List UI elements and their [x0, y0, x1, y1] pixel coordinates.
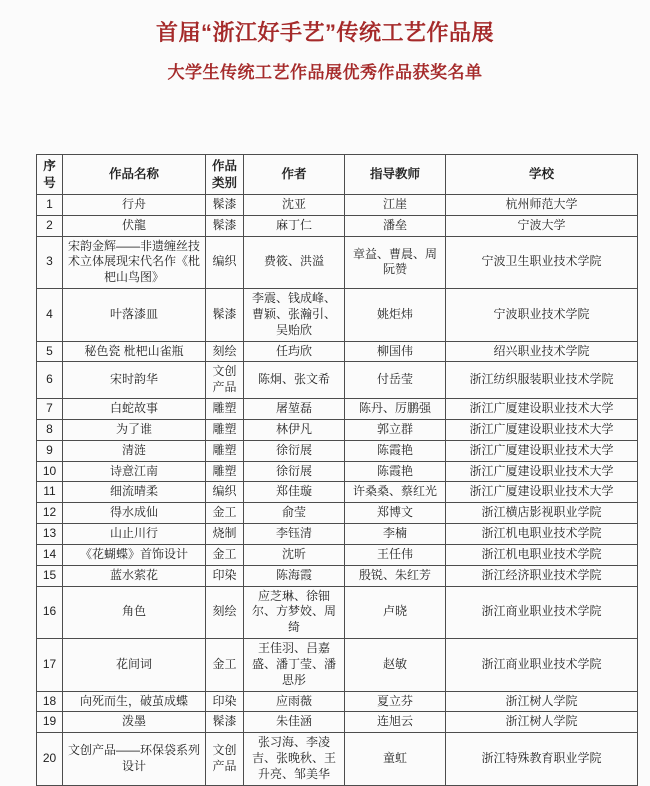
cell-author: 朱佳涵 [244, 712, 345, 733]
cell-work: 向死而生，破茧成蝶 [63, 691, 206, 712]
cell-author: 任玙欣 [244, 341, 345, 362]
cell-no: 5 [37, 341, 63, 362]
cell-teacher: 李楠 [345, 524, 446, 545]
cell-work: 细流晴柔 [63, 482, 206, 503]
cell-no: 19 [37, 712, 63, 733]
cell-no: 17 [37, 639, 63, 691]
cell-category: 文创产品 [206, 733, 244, 785]
table-row [37, 461, 638, 482]
cell-teacher: 王任伟 [345, 544, 446, 565]
cell-author: 林伊凡 [244, 419, 345, 440]
cell-author: 俞莹 [244, 503, 345, 524]
cell-school: 浙江机电职业技术学院 [446, 544, 638, 565]
cell-teacher: 柳国伟 [345, 341, 446, 362]
cell-author: 麻丁仁 [244, 215, 345, 236]
cell-no: 7 [37, 399, 63, 420]
cell-author: 王佳羽、吕嘉盛、潘丁莹、潘思彤 [244, 639, 345, 691]
cell-school: 浙江商业职业技术学院 [446, 639, 638, 691]
page-title: 首届“浙江好手艺”传统工艺作品展 [155, 20, 494, 45]
cell-author: 李钰清 [244, 524, 345, 545]
table-row [37, 399, 638, 420]
table-header-author: 作者 [244, 155, 345, 195]
cell-category: 金工 [206, 639, 244, 691]
table-header-teacher: 指导教师 [345, 155, 446, 195]
table-row [37, 544, 638, 565]
cell-school: 浙江横店影视职业学院 [446, 503, 638, 524]
cell-no: 10 [37, 461, 63, 482]
cell-work: 文创产品——环保袋系列设计 [63, 733, 206, 785]
cell-school: 浙江广厦建设职业技术大学 [446, 419, 638, 440]
award-winners-table [36, 154, 638, 786]
cell-author: 应雨薇 [244, 691, 345, 712]
cell-teacher: 陈丹、厉鹏强 [345, 399, 446, 420]
cell-category: 髹漆 [206, 195, 244, 216]
cell-school: 浙江广厦建设职业技术大学 [446, 482, 638, 503]
cell-work: 清涟 [63, 440, 206, 461]
table-row [37, 236, 638, 288]
cell-author: 应芝琳、徐钿尔、方梦姣、周绮 [244, 586, 345, 638]
cell-school: 浙江广厦建设职业技术大学 [446, 461, 638, 482]
cell-author: 陈炯、张文希 [244, 362, 345, 399]
table-row [37, 586, 638, 638]
cell-author: 费筱、洪溢 [244, 236, 345, 288]
cell-category: 印染 [206, 565, 244, 586]
cell-no: 13 [37, 524, 63, 545]
cell-school: 浙江广厦建设职业技术大学 [446, 399, 638, 420]
cell-category: 刻绘 [206, 586, 244, 638]
cell-category: 刻绘 [206, 341, 244, 362]
cell-teacher: 殷锐、朱红芳 [345, 565, 446, 586]
cell-work: 《花蝴蝶》首饰设计 [63, 544, 206, 565]
cell-work: 蓝水萦花 [63, 565, 206, 586]
cell-author: 沈昕 [244, 544, 345, 565]
cell-no: 12 [37, 503, 63, 524]
table-row [37, 639, 638, 691]
table-row [37, 503, 638, 524]
table-row [37, 215, 638, 236]
cell-teacher: 郑博文 [345, 503, 446, 524]
cell-school: 杭州师范大学 [446, 195, 638, 216]
table-row [37, 524, 638, 545]
table-row [37, 341, 638, 362]
table-row [37, 733, 638, 785]
cell-teacher: 姚炬炜 [345, 289, 446, 341]
cell-work: 角色 [63, 586, 206, 638]
table-header-category: 作品类别 [206, 155, 244, 195]
cell-teacher: 章益、曹晨、周阮赞 [345, 236, 446, 288]
cell-work: 伏龍 [63, 215, 206, 236]
cell-school: 宁波卫生职业技术学院 [446, 236, 638, 288]
cell-category: 雕塑 [206, 419, 244, 440]
cell-no: 14 [37, 544, 63, 565]
cell-category: 金工 [206, 544, 244, 565]
cell-teacher: 夏立芬 [345, 691, 446, 712]
cell-school: 浙江树人学院 [446, 712, 638, 733]
cell-school: 宁波大学 [446, 215, 638, 236]
cell-teacher: 江崖 [345, 195, 446, 216]
cell-no: 2 [37, 215, 63, 236]
table-row [37, 195, 638, 216]
cell-teacher: 陈霞艳 [345, 440, 446, 461]
table-row [37, 712, 638, 733]
cell-category: 雕塑 [206, 399, 244, 420]
cell-no: 6 [37, 362, 63, 399]
cell-teacher: 童虹 [345, 733, 446, 785]
cell-teacher: 潘垒 [345, 215, 446, 236]
page-subtitle: 大学生传统工艺作品展优秀作品获奖名单 [167, 63, 483, 82]
cell-work: 为了谁 [63, 419, 206, 440]
cell-author: 屠堃磊 [244, 399, 345, 420]
cell-teacher: 赵敏 [345, 639, 446, 691]
table-header-school: 学校 [446, 155, 638, 195]
cell-school: 浙江树人学院 [446, 691, 638, 712]
cell-school: 浙江广厦建设职业技术大学 [446, 440, 638, 461]
cell-work: 得水成仙 [63, 503, 206, 524]
table-row [37, 419, 638, 440]
table-row [37, 482, 638, 503]
table-row [37, 565, 638, 586]
cell-category: 雕塑 [206, 440, 244, 461]
cell-no: 11 [37, 482, 63, 503]
cell-author: 陈海霞 [244, 565, 345, 586]
cell-teacher: 付岳莹 [345, 362, 446, 399]
table-header-no: 序号 [37, 155, 63, 195]
cell-work: 白蛇故事 [63, 399, 206, 420]
cell-no: 1 [37, 195, 63, 216]
cell-category: 金工 [206, 503, 244, 524]
cell-work: 泼墨 [63, 712, 206, 733]
cell-teacher: 连旭云 [345, 712, 446, 733]
cell-category: 烧制 [206, 524, 244, 545]
cell-work: 叶落漆皿 [63, 289, 206, 341]
table-header-row [37, 155, 638, 195]
document-header [0, 0, 650, 83]
cell-teacher: 卢晓 [345, 586, 446, 638]
cell-no: 4 [37, 289, 63, 341]
cell-category: 髹漆 [206, 289, 244, 341]
cell-category: 文创产品 [206, 362, 244, 399]
cell-work: 诗意江南 [63, 461, 206, 482]
table-row [37, 289, 638, 341]
cell-author: 沈亚 [244, 195, 345, 216]
cell-no: 16 [37, 586, 63, 638]
table-row [37, 362, 638, 399]
cell-no: 15 [37, 565, 63, 586]
cell-no: 20 [37, 733, 63, 785]
cell-work: 秘色瓷 枇杷山雀瓶 [63, 341, 206, 362]
cell-author: 徐衍展 [244, 461, 345, 482]
cell-teacher: 陈霞艳 [345, 461, 446, 482]
cell-school: 宁波职业技术学院 [446, 289, 638, 341]
cell-category: 编织 [206, 236, 244, 288]
cell-school: 浙江商业职业技术学院 [446, 586, 638, 638]
cell-school: 绍兴职业技术学院 [446, 341, 638, 362]
table-header-work-name: 作品名称 [63, 155, 206, 195]
cell-author: 郑佳璇 [244, 482, 345, 503]
cell-category: 编织 [206, 482, 244, 503]
cell-no: 9 [37, 440, 63, 461]
cell-category: 髹漆 [206, 712, 244, 733]
cell-work: 花间词 [63, 639, 206, 691]
cell-school: 浙江经济职业技术学院 [446, 565, 638, 586]
cell-author: 张习海、李凌吉、张晚秋、王升亮、邹美华 [244, 733, 345, 785]
cell-work: 宋韵金辉——非遗缠丝技术立体展现宋代名作《枇杷山鸟图》 [63, 236, 206, 288]
cell-school: 浙江特殊教育职业学院 [446, 733, 638, 785]
cell-category: 雕塑 [206, 461, 244, 482]
cell-work: 宋时韵华 [63, 362, 206, 399]
cell-no: 18 [37, 691, 63, 712]
table-row [37, 440, 638, 461]
cell-school: 浙江纺织服装职业技术学院 [446, 362, 638, 399]
cell-school: 浙江机电职业技术学院 [446, 524, 638, 545]
cell-work: 山止川行 [63, 524, 206, 545]
cell-no: 3 [37, 236, 63, 288]
cell-no: 8 [37, 419, 63, 440]
cell-teacher: 郭立群 [345, 419, 446, 440]
cell-category: 髹漆 [206, 215, 244, 236]
table-row [37, 691, 638, 712]
cell-author: 徐衍展 [244, 440, 345, 461]
cell-category: 印染 [206, 691, 244, 712]
cell-author: 李震、钱成峰、曹颖、张瀚引、吴贻欣 [244, 289, 345, 341]
cell-work: 行舟 [63, 195, 206, 216]
cell-teacher: 许桑桑、蔡红光 [345, 482, 446, 503]
